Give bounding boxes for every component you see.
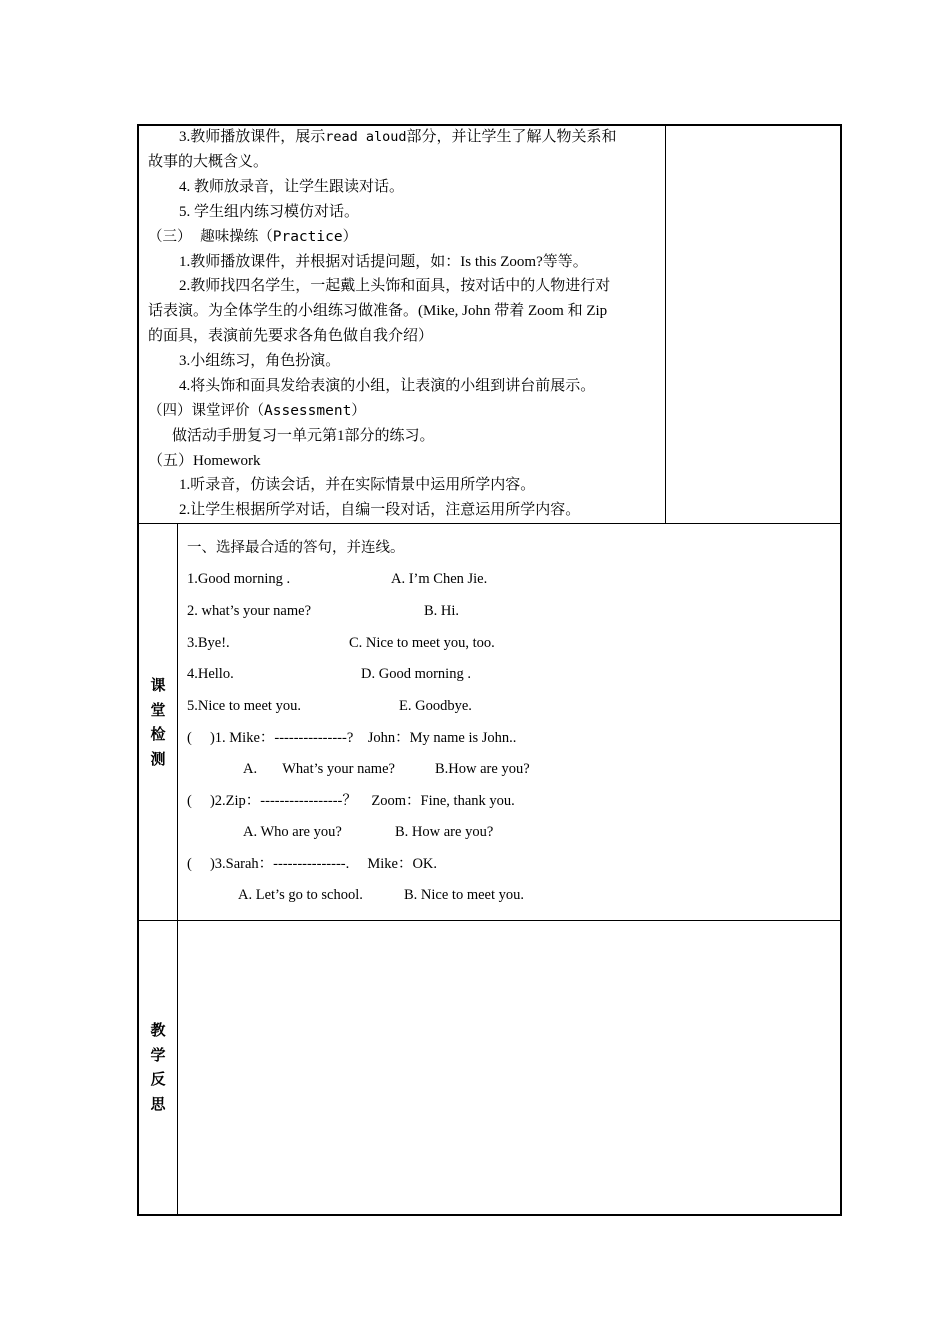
match-left-1: 1.Good morning . [187, 571, 291, 587]
choice-question-2: ( )2.Zip：-----------------？ Zoom：Fine, thank you. [187, 793, 515, 809]
reflection-cell [178, 921, 840, 1214]
process-line-2: 故事的大概含义。 [148, 154, 269, 170]
process-line-1: 3.教师播放课件，展示read aloud部分，并让学生了解人物关系和 [179, 129, 617, 145]
practice-line-2b: 话表演。为全体学生的小组练习做准备。(Mike, John 带着 Zoom 和 Zip [148, 303, 608, 319]
homework-line-2: 2.让学生根据所学对话，自编一段对话，注意运用所学内容。 [179, 502, 581, 518]
row-divider-1 [137, 523, 842, 524]
choice-2-option-b: B. How are you? [395, 824, 494, 840]
practice-line-2a: 2.教师找四名学生，一起戴上头饰和面具，按对话中的人物进行对 [179, 278, 611, 294]
practice-line-3: 3.小组练习，角色扮演。 [179, 353, 341, 369]
choice-question-3: ( )3.Sarah：---------------. Mike：OK. [187, 856, 438, 872]
choice-1-option-b: B.How are you? [435, 761, 530, 777]
process-line-4: 5. 学生组内练习模仿对话。 [179, 204, 360, 220]
practice-line-4: 4.将头饰和面具发给表演的小组，让表演的小组到讲台前展示。 [179, 378, 596, 394]
choice-1-option-a: A. What’s your name? [243, 761, 395, 777]
process-line-3: 4. 教师放录音，让学生跟读对话。 [179, 179, 405, 195]
class-check-label: 课 堂 检 测 [150, 676, 166, 768]
exercise-title: 一、选择最合适的答句，并连线。 [187, 540, 405, 556]
practice-heading: （三） 趣味操练（Practice） [148, 229, 358, 245]
choice-3-option-b: B. Nice to meet you. [404, 887, 525, 903]
reflection-label: 教 学 反 思 [150, 1021, 166, 1113]
match-left-2: 2. what’s your name? [187, 603, 312, 619]
homework-line-1: 1.听录音，仿读会话，并在实际情景中运用所学内容。 [179, 477, 536, 493]
assessment-text: 做活动手册复习一单元第1部分的练习。 [172, 428, 435, 444]
match-left-5: 5.Nice to meet you. [187, 698, 301, 714]
match-right-5: E. Goodbye. [399, 698, 472, 714]
choice-2-option-a: A. Who are you? [243, 824, 342, 840]
choice-3-option-a: A. Let’s go to school. [238, 887, 363, 903]
homework-heading: （五）Homework [148, 453, 261, 469]
match-right-3: C. Nice to meet you, too. [349, 635, 495, 651]
top-right-divider [665, 124, 666, 523]
match-right-2: B. Hi. [424, 603, 460, 619]
practice-line-1: 1.教师播放课件，并根据对话提问题，如：Is this Zoom?等等。 [179, 254, 588, 270]
match-left-4: 4.Hello. [187, 666, 234, 682]
choice-question-1: ( )1. Mike：---------------? John：My name is John.. [187, 730, 517, 746]
match-left-3: 3.Bye!. [187, 635, 230, 651]
assessment-heading: （四）课堂评价（Assessment） [148, 403, 366, 419]
practice-line-2c: 的面具，表演前先要求各角色做自我介绍） [148, 328, 434, 344]
match-right-4: D. Good morning . [361, 666, 471, 682]
match-right-1: A. I’m Chen Jie. [391, 571, 488, 587]
